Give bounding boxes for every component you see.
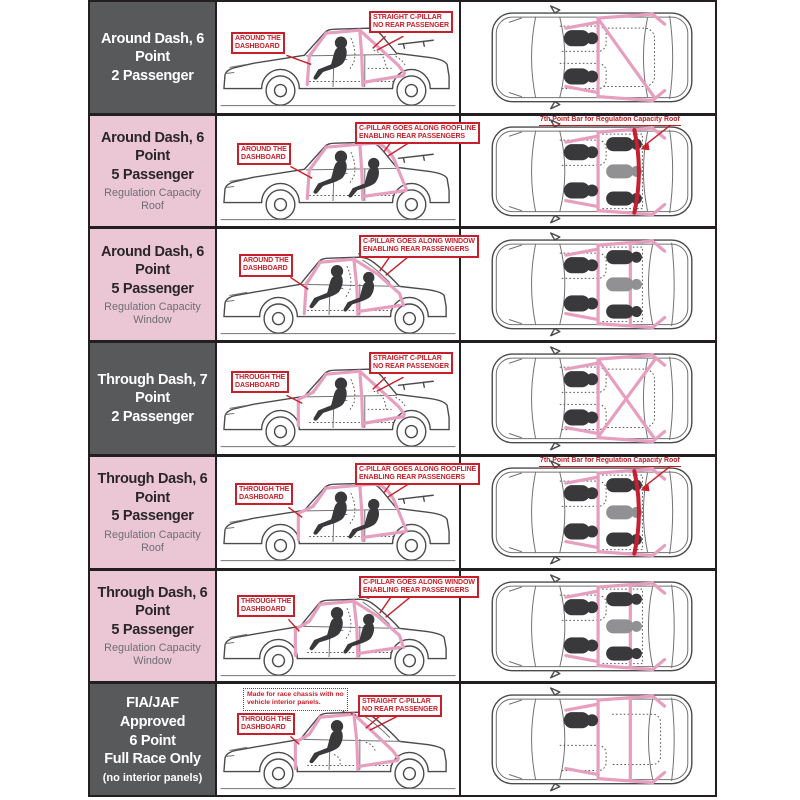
seat-dots [345, 608, 351, 640]
cpillar-callout: STRAIGHT C-PILLAR NO REAR PASSENGER [369, 352, 453, 374]
side-view-panel [217, 684, 461, 795]
top-view-panel [461, 457, 715, 568]
spec-label-cell [90, 343, 217, 454]
seat-dots [349, 493, 355, 525]
top-view-panel [461, 684, 715, 795]
roll-cage-top [566, 696, 665, 783]
cpillar-callout: C-PILLAR GOES ALONG ROOFLINE ENABLING REAR PASSENGERS [355, 122, 480, 144]
top-view-car-art [461, 571, 715, 682]
front-passengers [564, 599, 598, 653]
top-view-car-art [461, 116, 715, 227]
front-passengers [564, 485, 598, 539]
spec-sub-label: Regulation Capacity Window [104, 301, 201, 327]
spec-title-line: Full Race Only [104, 751, 201, 768]
front-passengers [564, 371, 598, 425]
cpillar-callout: C-PILLAR GOES ALONG WINDOW ENABLING REAR PASSENGERS [359, 576, 479, 598]
dashboard-callout: THROUGH THE DASHBOARD [235, 483, 293, 505]
seventh-point-note: 7th Point Bar for Regulation Capacity Roof [539, 458, 681, 467]
spec-row-fia-jaf-6pt-full-race [90, 684, 715, 795]
spec-row-around-dash-6pt-5pass-window [90, 229, 715, 343]
spec-title-line: 5 Passenger [111, 508, 194, 525]
top-view-car-art [461, 229, 715, 340]
dashboard-callout: THROUGH THE DASHBOARD [231, 371, 289, 393]
dashboard-callout: AROUND THE DASHBOARD [239, 254, 293, 276]
side-view-panel [217, 571, 475, 682]
seat-dots [349, 152, 355, 184]
spec-label-cell [90, 684, 217, 795]
dashboard-callout: AROUND THE DASHBOARD [231, 32, 285, 54]
front-passengers [564, 144, 598, 198]
side-view-panel [217, 229, 475, 340]
top-view-car-art [461, 457, 715, 568]
spec-label-cell [90, 571, 217, 682]
top-view-car-art [461, 343, 715, 454]
spec-row-around-dash-6pt-5pass-roof [90, 116, 715, 230]
spec-label-cell [90, 116, 217, 227]
spec-label-cell [90, 2, 217, 113]
seat-dots [349, 379, 355, 411]
spec-sub-label: Regulation Capacity Window [104, 642, 201, 668]
spec-row-through-dash-7pt-2pass [90, 343, 715, 457]
front-passengers [564, 30, 598, 84]
top-view-car-art [461, 684, 715, 795]
front-passengers [564, 258, 598, 312]
top-view-panel [461, 229, 715, 340]
rollcage-spec-table [88, 0, 717, 797]
dashboard-callout: AROUND THE DASHBOARD [237, 143, 291, 165]
spec-row-through-dash-6pt-5pass-window [90, 571, 715, 685]
top-view-panel [461, 571, 715, 682]
rear-passengers [606, 592, 642, 660]
spec-title-line: Through Dash, 6 Point [97, 584, 208, 620]
spec-sub-label: Regulation Capacity Roof [104, 187, 201, 213]
roll-cage-side [307, 30, 404, 85]
spec-sub-label: (no interior panels) [102, 771, 203, 784]
spec-title-line: Around Dash, 6 Point [101, 243, 204, 279]
spec-row-around-dash-6pt-2pass [90, 2, 715, 116]
top-view-panel [461, 2, 715, 113]
roll-cage-top [566, 355, 665, 442]
driver-only [564, 712, 598, 728]
cpillar-callout: STRAIGHT C-PILLAR NO REAR PASSENGER [369, 11, 453, 33]
top-view-panel [461, 116, 715, 227]
spec-title-line: 5 Passenger [111, 621, 194, 638]
roll-cage-top [566, 14, 665, 101]
race-chassis-note: Made for race chassis with no vehicle interior panels. [243, 688, 348, 710]
rear-passengers [606, 251, 642, 319]
side-view-panel [217, 2, 461, 113]
spec-title-line: FIA/JAF Approved [119, 695, 186, 731]
spec-title-line: Around Dash, 6 Point [101, 30, 204, 66]
dashboard-callout: THROUGH THE DASHBOARD [237, 713, 295, 735]
spec-title-line: 5 Passenger [111, 280, 194, 297]
spec-row-through-dash-6pt-5pass-roof [90, 457, 715, 571]
side-view-panel [217, 116, 477, 227]
spec-title-line: Through Dash, 7 Point [97, 371, 208, 407]
top-view-panel [461, 343, 715, 454]
seat-dots [345, 267, 351, 299]
spec-title-line: 5 Passenger [111, 166, 194, 183]
cpillar-callout: STRAIGHT C-PILLAR NO REAR PASSENGER [358, 695, 442, 717]
seat-dots [349, 38, 355, 70]
cpillar-callout: C-PILLAR GOES ALONG WINDOW ENABLING REAR PASSENGERS [359, 235, 479, 257]
roll-cage-side [307, 143, 406, 199]
spec-label-cell [90, 229, 217, 340]
spec-label-cell [90, 457, 217, 568]
top-view-car-art [461, 2, 715, 113]
roll-cage-side [304, 260, 403, 315]
side-view-panel [217, 457, 477, 568]
spec-title-line: Around Dash, 6 Point [101, 129, 204, 165]
spec-title-line: 2 Passenger [111, 67, 194, 84]
dashboard-callout: THROUGH THE DASHBOARD [237, 595, 295, 617]
cpillar-callout: C-PILLAR GOES ALONG ROOFLINE ENABLING REAR PASSENGERS [355, 463, 480, 485]
spec-title-line: 6 Point [129, 732, 176, 749]
spec-sub-label: Regulation Capacity Roof [104, 528, 201, 554]
seventh-point-note: 7th Point Bar for Regulation Capacity Roof [539, 117, 681, 126]
spec-title-line: Through Dash, 6 Point [97, 470, 208, 506]
spec-title-line: 2 Passenger [111, 408, 194, 425]
side-view-panel [217, 343, 461, 454]
